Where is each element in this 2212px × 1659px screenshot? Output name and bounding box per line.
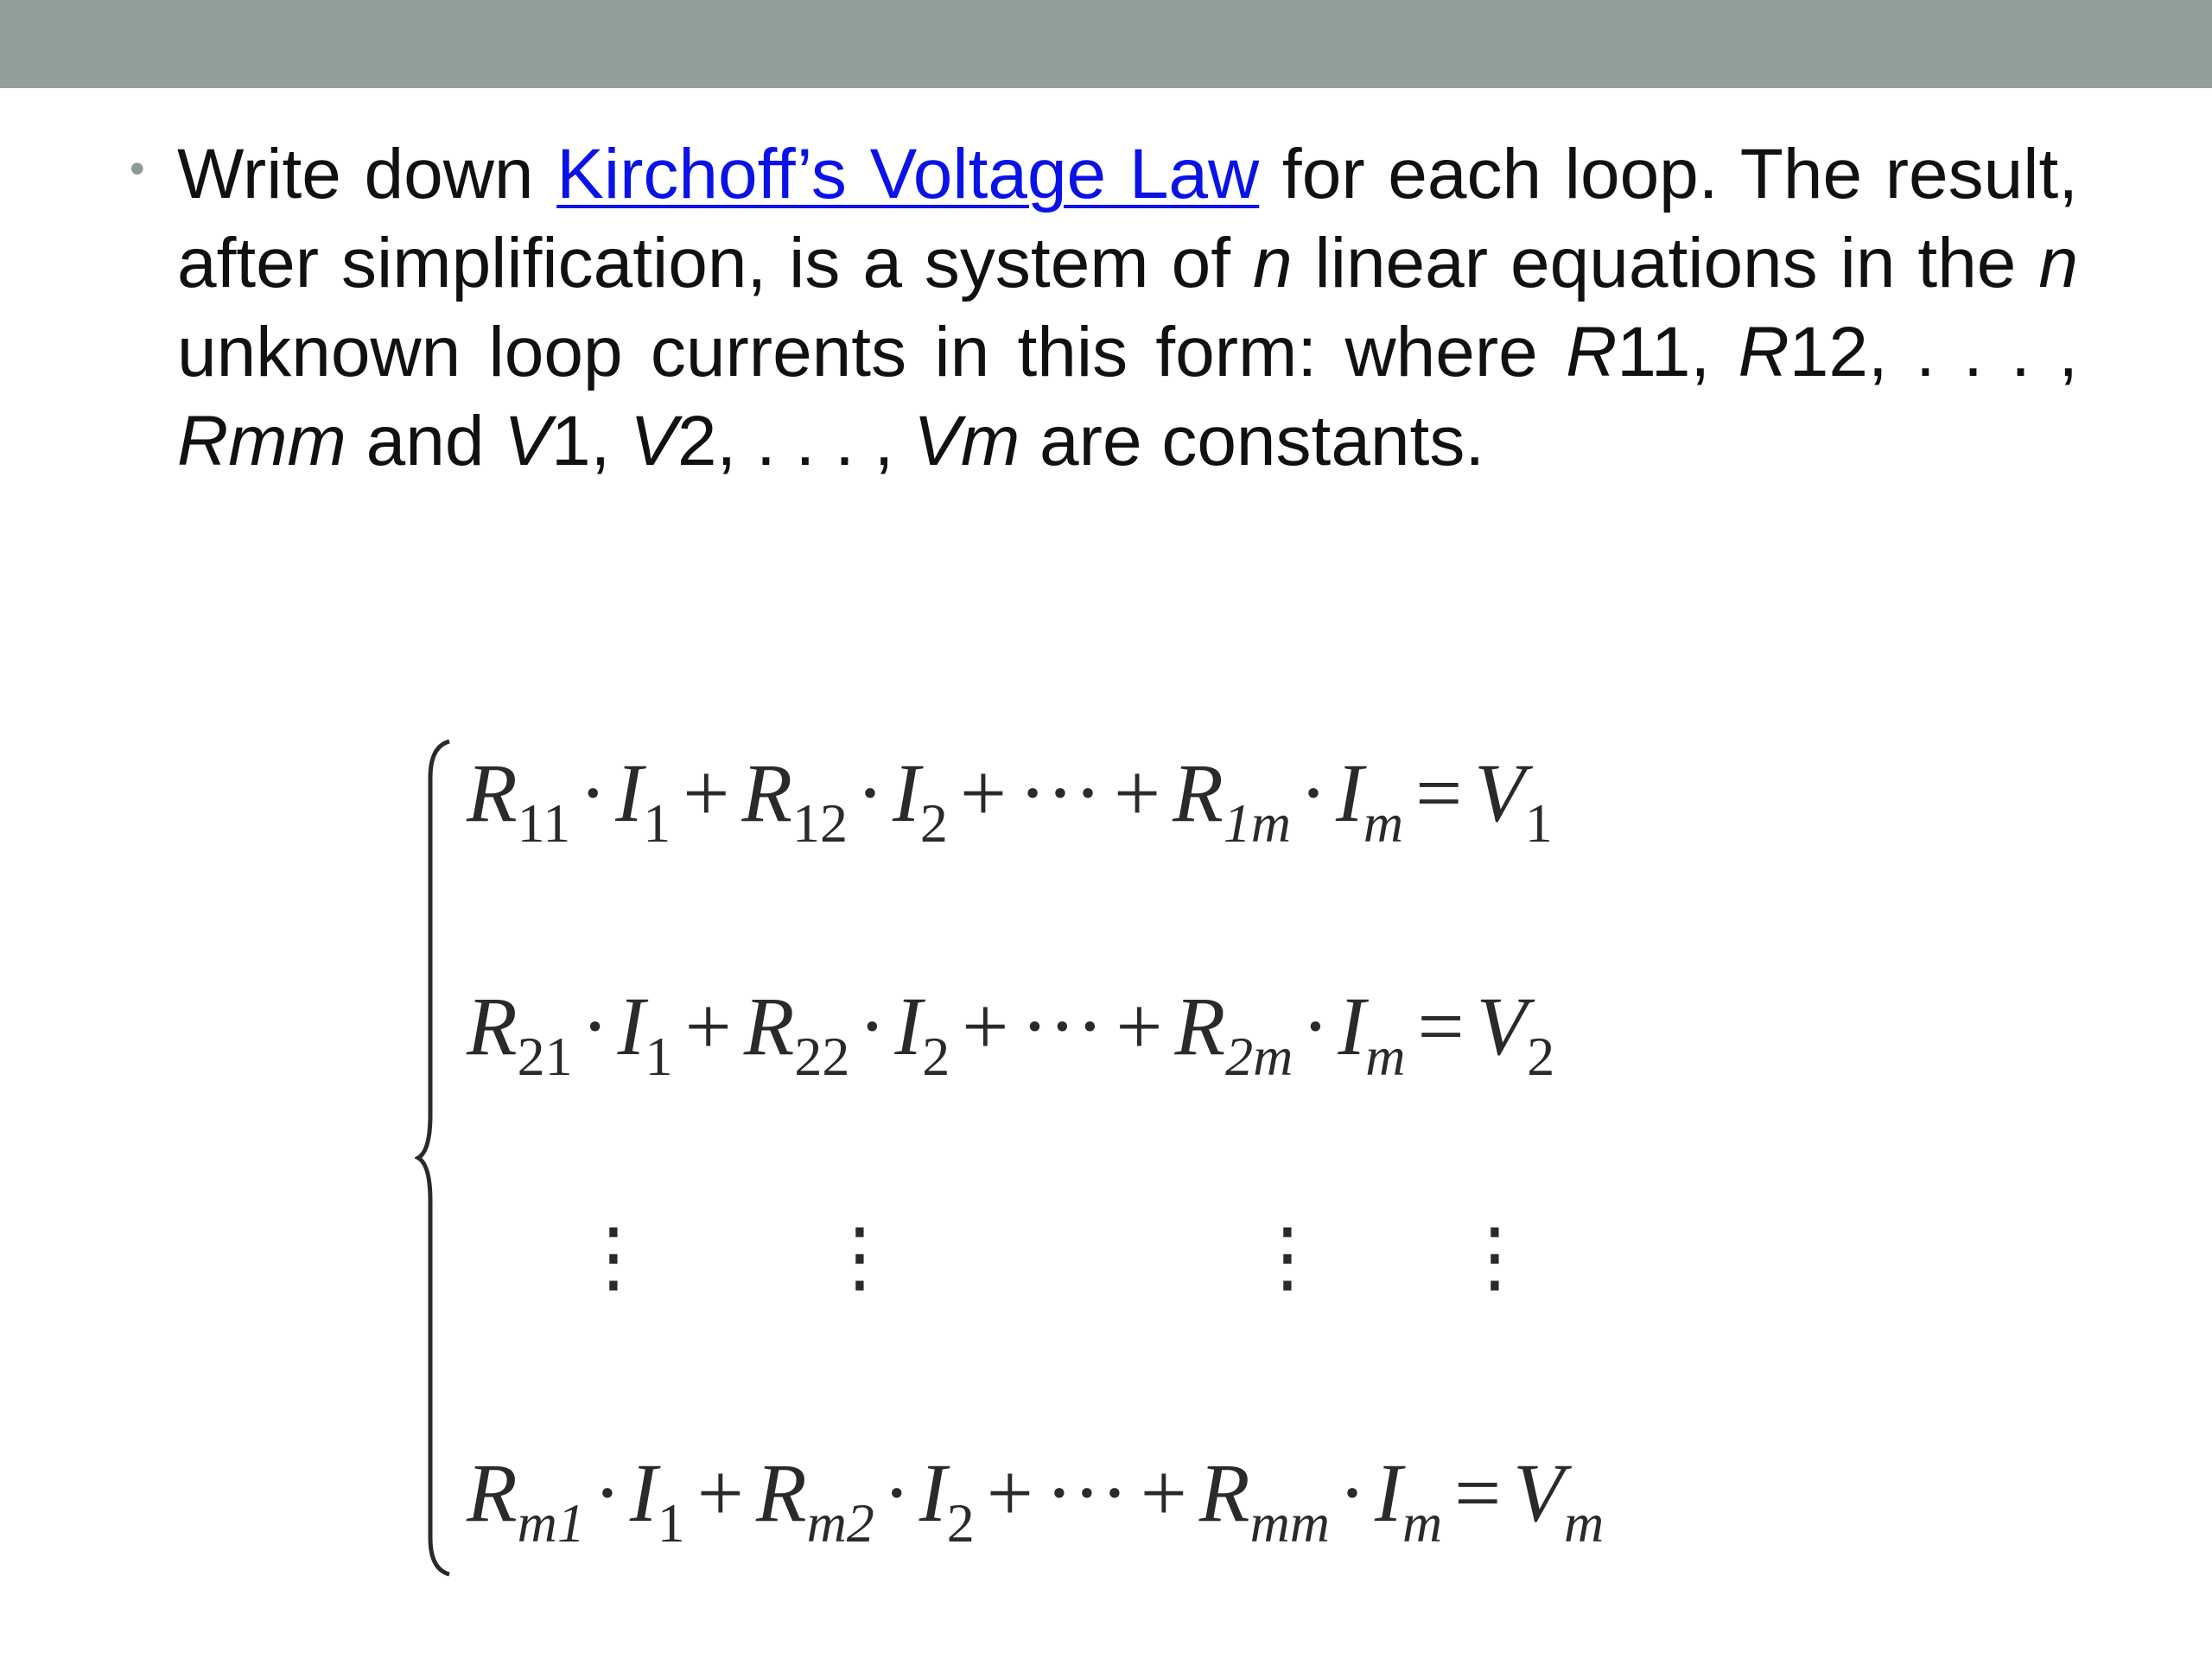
term-v: V (1476, 980, 1528, 1072)
subscript: 2 (922, 1026, 950, 1087)
term-i: I (1335, 747, 1363, 839)
dot-operator: · (1338, 1446, 1366, 1539)
left-brace-icon (415, 734, 467, 1581)
term-r: R (1198, 1446, 1250, 1539)
equals-operator: = (1454, 1446, 1502, 1539)
term-r: R (467, 980, 518, 1072)
equation-row-1 (467, 747, 1553, 854)
plus-operator: + (683, 747, 730, 839)
plus-operator: + (959, 747, 1007, 839)
equals-operator: = (1415, 747, 1463, 839)
subscript: mm (1249, 1492, 1330, 1554)
variable-n: n (2038, 224, 2078, 302)
subscript: 2 (919, 792, 948, 854)
term-v: V (1474, 747, 1525, 839)
subscript: 1 (643, 792, 671, 854)
text-segment: Write down (177, 135, 557, 213)
text-segment: linear equations in the (1292, 224, 2039, 302)
term-i: I (617, 980, 645, 1072)
vdots-3: ⋮ (1249, 1211, 1326, 1302)
bullet-text (177, 130, 2078, 486)
vdots-4: ⋮ (1456, 1211, 1534, 1302)
text-segment: 2, . . . , (677, 402, 914, 480)
variable-rmm: Rmm (177, 402, 346, 480)
dot-operator: · (579, 747, 607, 839)
plus-operator: + (696, 1446, 744, 1539)
subscript: 2 (946, 1492, 975, 1554)
plus-operator: + (684, 980, 732, 1072)
dot-operator: · (882, 1446, 911, 1539)
term-r: R (1173, 747, 1224, 839)
term-r: R (467, 1446, 518, 1539)
variable-v: V (630, 402, 677, 480)
text-segment: are constants. (1020, 402, 1485, 480)
text-segment: 11, (1617, 313, 1738, 391)
subscript: 12 (791, 792, 848, 854)
subscript: 1 (657, 1492, 685, 1554)
term-i: I (918, 1446, 947, 1539)
vdots-1: ⋮ (575, 1211, 652, 1302)
ellipsis: ··· (1020, 980, 1104, 1072)
subscript: 1 (1524, 792, 1553, 854)
ellipsis: ··· (1045, 1446, 1128, 1539)
text-segment: for each loop. The result, after simplification, is a system of (177, 135, 2079, 302)
equation-row-m (467, 1446, 1605, 1554)
dot-operator: · (581, 980, 609, 1072)
text-segment: and (346, 402, 505, 480)
subscript: m (1363, 792, 1404, 854)
term-i: I (1338, 980, 1366, 1072)
text-segment: 12, . . . , (1789, 313, 2079, 391)
dot-operator: · (1299, 747, 1327, 839)
subscript: 2 (1527, 1026, 1555, 1087)
subscript: m (1563, 1492, 1605, 1554)
term-r: R (755, 1446, 807, 1539)
dot-operator: · (1301, 980, 1330, 1072)
variable-n: n (1252, 224, 1293, 302)
variable-vm: Vm (913, 402, 1020, 480)
plus-operator: + (1113, 747, 1161, 839)
subscript: m (1365, 1026, 1406, 1087)
term-i: I (894, 980, 923, 1072)
term-r: R (1174, 980, 1226, 1072)
dot-operator: · (858, 980, 887, 1072)
kirchoffs-voltage-law-link[interactable]: Kirchoff’s Voltage Law (556, 135, 1260, 213)
term-r: R (467, 747, 518, 839)
subscript: 1m (1223, 792, 1291, 854)
subscript: m (1402, 1492, 1443, 1554)
dot-operator: · (855, 747, 884, 839)
equation-system (415, 734, 1832, 1581)
subscript: 2m (1225, 1026, 1294, 1087)
term-i: I (1374, 1446, 1402, 1539)
term-r: R (743, 980, 795, 1072)
dot-operator: · (593, 1446, 621, 1539)
variable-r: R (1738, 313, 1789, 391)
subscript: 1 (645, 1026, 673, 1087)
text-segment: 1, (550, 402, 631, 480)
variable-r: R (1566, 313, 1618, 391)
equation-row-2 (467, 980, 1555, 1087)
vdots-2: ⋮ (821, 1211, 899, 1302)
subscript: 21 (517, 1026, 573, 1087)
ellipsis: ··· (1019, 747, 1102, 839)
subscript: 22 (794, 1026, 850, 1087)
plus-operator: + (962, 980, 1009, 1072)
plus-operator: + (986, 1446, 1033, 1539)
term-i: I (629, 1446, 658, 1539)
equals-operator: = (1417, 980, 1465, 1072)
text-segment: unknown loop currents in this form: where (177, 313, 1567, 391)
header-bar (0, 0, 2212, 88)
term-i: I (615, 747, 644, 839)
bullet-icon: • (130, 144, 145, 193)
plus-operator: + (1116, 980, 1163, 1072)
term-i: I (892, 747, 920, 839)
term-r: R (741, 747, 792, 839)
subscript: 11 (517, 792, 571, 854)
plus-operator: + (1140, 1446, 1187, 1539)
subscript: m2 (806, 1492, 874, 1554)
term-v: V (1513, 1446, 1564, 1539)
subscript: m1 (517, 1492, 585, 1554)
variable-v: V (504, 402, 551, 480)
